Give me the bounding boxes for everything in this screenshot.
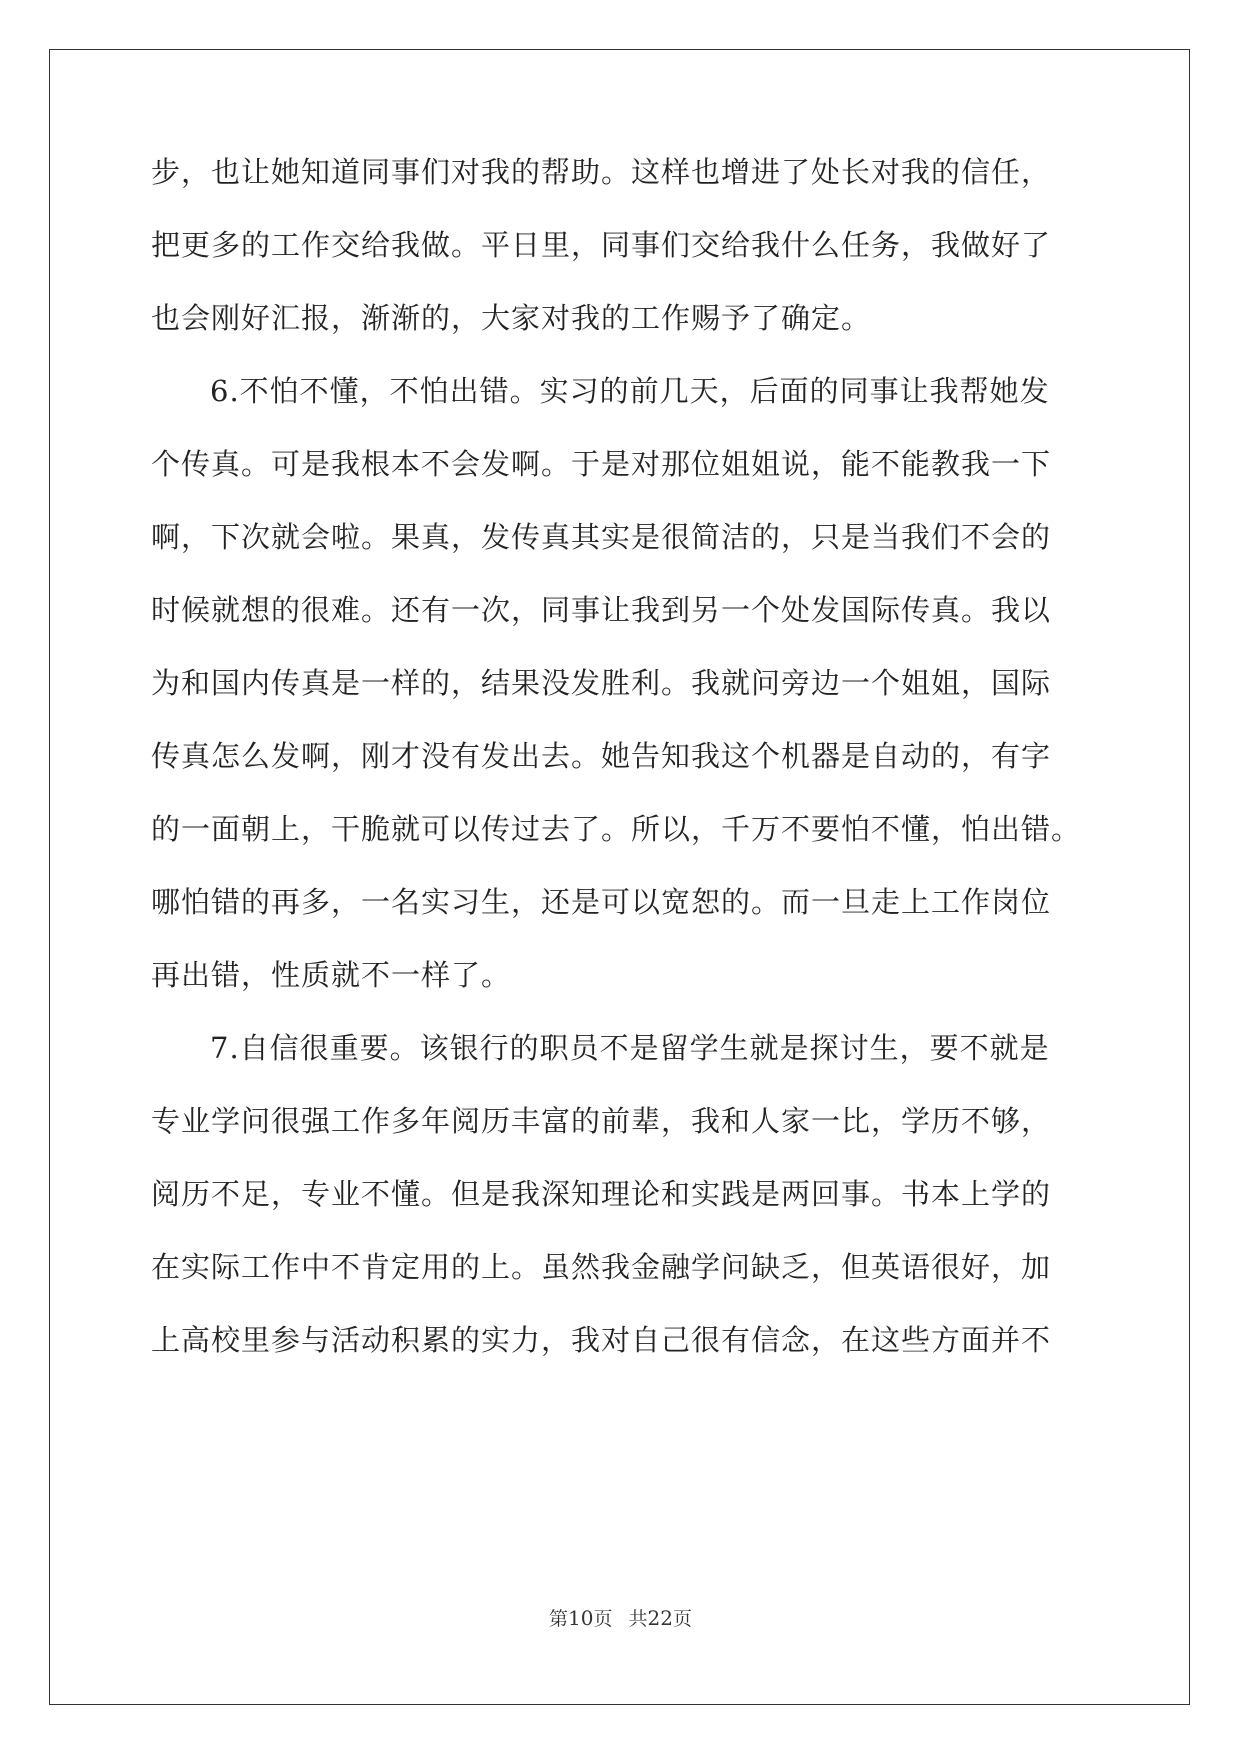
text-line: 也会刚好汇报，渐渐的，大家对我的工作赐予了确定。 xyxy=(151,301,872,335)
text-line: 阅历不足，专业不懂。但是我深知理论和实践是两回事。书本上学的 xyxy=(151,1177,1052,1211)
paragraph-start-line: 7.自信很重要。该银行的职员不是留学生就是探讨生，要不就是 xyxy=(210,1031,1050,1065)
text-line: 为和国内传真是一样的，结果没发胜利。我就问旁边一个姐姐，国际 xyxy=(151,666,1052,700)
text-line: 传真怎么发啊，刚才没有发出去。她告知我这个机器是自动的，有字 xyxy=(151,739,1052,773)
text-line: 哪怕错的再多，一名实习生，还是可以宽恕的。而一旦走上工作岗位 xyxy=(151,885,1052,919)
text-line: 专业学问很强工作多年阅历丰富的前辈，我和人家一比，学历不够， xyxy=(151,1104,1052,1138)
text-line: 上高校里参与活动积累的实力，我对自己很有信念，在这些方面并不 xyxy=(151,1323,1052,1357)
text-line: 再出错，性质就不一样了。 xyxy=(151,958,512,992)
text-line: 在实际工作中不肯定用的上。虽然我金融学问缺乏，但英语很好，加 xyxy=(151,1250,1052,1284)
current-page-number: 10 xyxy=(568,1606,594,1630)
page-footer xyxy=(0,1606,1241,1631)
total-prefix: 共 xyxy=(628,1608,648,1630)
text-line: 个传真。可是我根本不会发啊。于是对那位姐姐说，能不能教我一下 xyxy=(151,447,1052,481)
text-line: 的一面朝上，干脆就可以传过去了。所以，千万不要怕不懂，怕出错。 xyxy=(151,812,1082,846)
page-prefix: 第 xyxy=(549,1608,569,1630)
text-line: 步，也让她知道同事们对我的帮助。这样也增进了处长对我的信任， xyxy=(151,155,1052,189)
text-line: 时候就想的很难。还有一次，同事让我到另一个处发国际传真。我以 xyxy=(151,593,1052,627)
total-pages-number: 22 xyxy=(647,1606,673,1630)
text-line: 把更多的工作交给我做。平日里，同事们交给我什么任务，我做好了 xyxy=(151,228,1052,262)
total-suffix: 页 xyxy=(672,1608,692,1630)
text-line: 啊，下次就会啦。果真，发传真其实是很简洁的，只是当我们不会的 xyxy=(151,520,1052,554)
page-suffix: 页 xyxy=(593,1608,613,1630)
paragraph-start-line: 6.不怕不懂，不怕出错。实习的前几天，后面的同事让我帮她发 xyxy=(210,374,1050,408)
